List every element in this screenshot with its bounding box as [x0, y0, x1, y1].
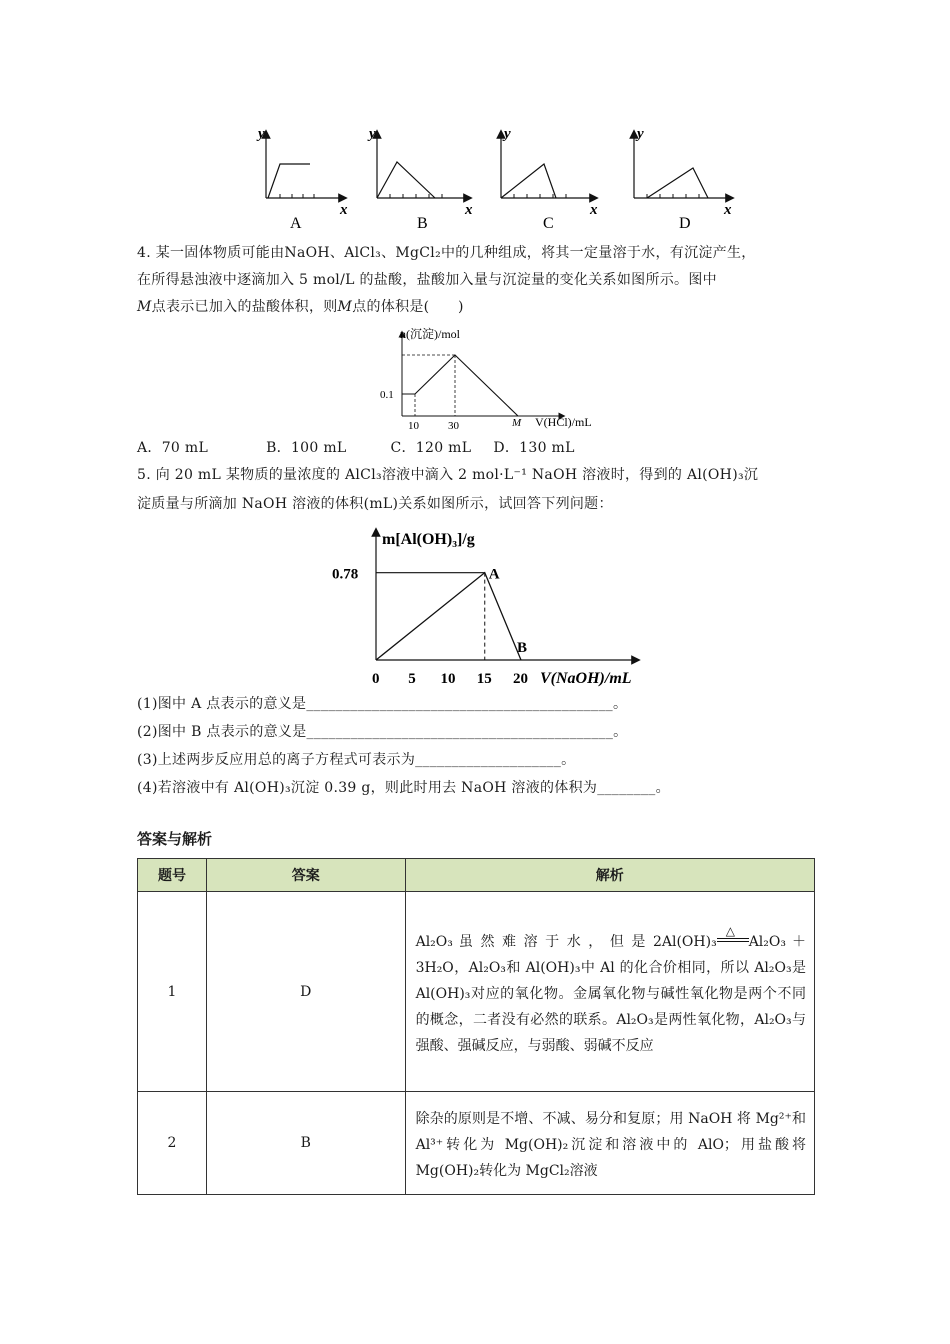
- q5-sub3: (3)上述两步反应用总的离子方程式可表示为____________________。: [137, 752, 576, 768]
- option-a: A．70 mL: [137, 440, 209, 456]
- answers-title: 答案与解析: [137, 830, 213, 848]
- graph-a: [256, 126, 348, 232]
- x-axis-label: x: [340, 202, 348, 218]
- q4-x-label: V(HCl)/mL: [535, 415, 592, 429]
- q4-x-tick-10: 10: [408, 420, 419, 432]
- table-row: [138, 1092, 815, 1195]
- q4-line3: [137, 297, 464, 317]
- q4-line1: 4. 某一固体物质可能由NaOH、AlCl₃、MgCl₂中的几种组成，将其一定量溶于水，有沉淀产生，: [137, 245, 756, 261]
- graph-c: [501, 126, 598, 232]
- graph-label: D: [679, 215, 691, 232]
- q4-y-label: n(沉淀)/mol: [400, 327, 460, 341]
- x-axis-label: x: [724, 202, 732, 218]
- q5-x-tick: 15: [476, 671, 492, 687]
- graph-label: A: [290, 215, 302, 232]
- header-num: 题号: [138, 859, 207, 892]
- q5-sub2: (2)图中 B 点表示的意义是__________________________________________。: [137, 724, 628, 740]
- expl-part-c: 3H₂O，Al₂O₃和 Al(OH)₃中 Al 的化合价相同，所以 Al₂O₃是 Al(OH)₃对应的氧化物。金属氧化物与碱性氧化物是两个不同的概念，二者没有必然的联系。Al₂O₃是两性氧化物，Al₂O₃与强酸、强碱反应，与弱酸、弱碱不反应: [415, 959, 806, 1054]
- y-axis-label: y: [369, 126, 376, 142]
- option-b: B．100 mL: [266, 440, 347, 456]
- header-answer: 答案: [206, 859, 405, 892]
- q4-y-tick: 0.1: [380, 389, 394, 401]
- q4-m-label: M: [512, 417, 522, 429]
- row-answer: D: [206, 892, 405, 1092]
- row-explanation: 除杂的原则是不增、不减、易分和复原；用 NaOH 将 Mg²⁺和 Al³⁺转化为 Mg(OH)₂沉淀和溶液中的 AlO；用盐酸将 Mg(OH)₂转化为 MgCl₂溶液: [405, 1092, 814, 1195]
- graph-label: B: [417, 215, 428, 232]
- row-explanation: [405, 892, 814, 1092]
- q4-m-symbol: M: [137, 299, 152, 315]
- header-explanation: 解析: [405, 859, 814, 892]
- q5-sub1: (1)图中 A 点表示的意义是__________________________________________。: [137, 696, 628, 712]
- heat-arrow: [717, 923, 749, 946]
- row-answer: B: [206, 1092, 405, 1195]
- y-axis-label: y: [504, 126, 511, 142]
- option-c: C．120 mL: [390, 440, 472, 456]
- row-num: 2: [138, 1092, 207, 1195]
- q5-line1: 5. 向 20 mL 某物质的量浓度的 AlCl₃溶液中滴入 2 mol·L⁻¹ NaOH 溶液时，得到的 Al(OH)₃沉: [137, 467, 759, 483]
- y-axis-label: y: [637, 126, 644, 142]
- answers-table: [137, 858, 815, 1195]
- graph-label: C: [543, 215, 554, 232]
- small-graphs: [240, 124, 750, 236]
- q4-line2: 在所得悬浊液中逐滴加入 5 mol/L 的盐酸，盐酸加入量与沉淀量的变化关系如图所示。图中: [137, 272, 717, 288]
- table-row: [138, 892, 815, 1092]
- q4-m-symbol: M: [337, 299, 353, 315]
- q4-x-tick-30: 30: [448, 420, 459, 432]
- q4-graph: [372, 322, 642, 432]
- x-axis-label: x: [590, 202, 598, 218]
- q5-y-label: m[Al(OH)₃]/g: [382, 531, 475, 548]
- x-axis-label: x: [465, 202, 473, 218]
- expl-part-b: Al₂O₃ ＋: [748, 933, 806, 950]
- q5-graph: [330, 524, 670, 690]
- q4-line3-mid: 点表示已加入的盐酸体积，则: [151, 299, 338, 315]
- expl-part-a: Al₂O₃ 虽 然 难 溶 于 水 ， 但 是 2Al(OH)₃: [415, 933, 717, 950]
- graph-d: [634, 126, 732, 232]
- q5-x-tick: 5: [408, 671, 416, 687]
- y-axis-label: y: [258, 126, 265, 142]
- q5-series-line: [376, 573, 521, 660]
- graph-b: [367, 126, 473, 232]
- q5-line2: 淀质量与所滴加 NaOH 溶液的体积(mL)关系如图所示，试回答下列问题：: [137, 496, 613, 512]
- row-num: 1: [138, 892, 207, 1092]
- table-header-row: [138, 859, 815, 892]
- q5-x-tick: 20: [513, 671, 528, 687]
- q4-options: [137, 438, 575, 458]
- q4-line3-end: 点的体积是( ): [352, 299, 464, 315]
- q5-x-tick: 10: [440, 671, 456, 687]
- q5-point-a: A: [488, 566, 500, 583]
- q5-y-tick: 0.78: [332, 566, 359, 583]
- q5-x-tick: 0: [372, 671, 380, 687]
- option-d: D．130 mL: [493, 440, 575, 456]
- q5-point-b: B: [517, 640, 528, 656]
- q5-sub4: (4)若溶液中有 Al(OH)₃沉淀 0.39 g，则此时用去 NaOH 溶液的体积为________。: [137, 780, 670, 796]
- delta-symbol: △: [725, 923, 735, 938]
- q5-x-label: V(NaOH)/mL: [540, 670, 632, 687]
